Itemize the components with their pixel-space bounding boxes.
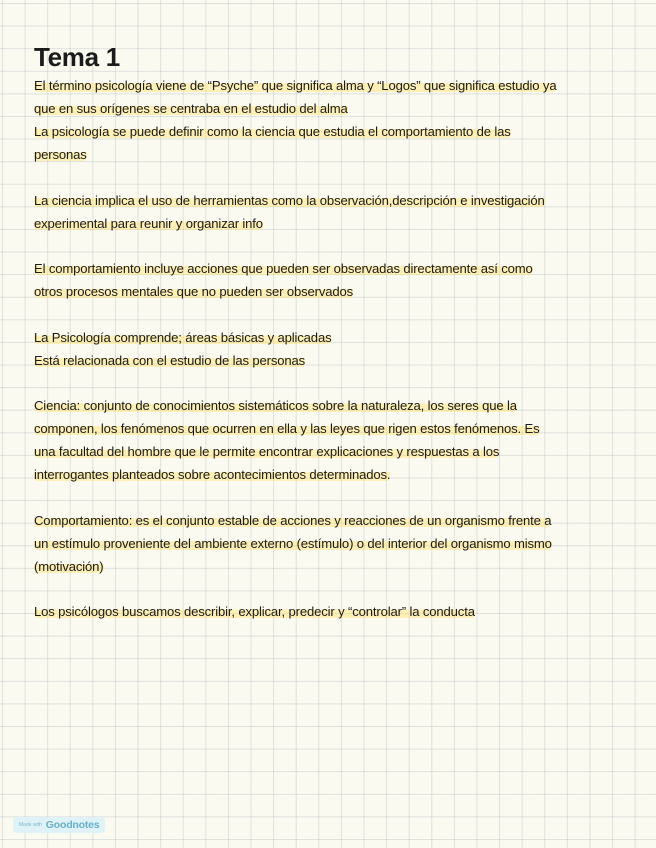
text-line: La Psicología comprende; áreas básicas y aplicadas — [34, 329, 332, 345]
text-line: Está relacionada con el estudio de las personas — [34, 352, 306, 368]
text-line: personas — [34, 147, 87, 162]
text-line: El término psicología viene de “Psyche” que significa alma y “Logos” que significa estudio ya — [34, 78, 557, 93]
text-line: La ciencia implica el uso de herramientas como la observación,descripción e investigación — [34, 192, 545, 208]
text-line: componen, los fenómenos que ocurren en ella y las leyes que rigen estos fenómenos. Es — [34, 421, 540, 436]
text-line: El comportamiento incluye acciones que pueden ser observadas directamente así como — [34, 261, 533, 276]
text-line: otros procesos mentales que no pueden ser observados — [34, 284, 354, 299]
text-line: experimental para reunir y organizar info — [34, 215, 263, 231]
paragraph-behavior — [34, 257, 634, 303]
badge-brand: Goodnotes — [45, 819, 100, 831]
text-line: La psicología se puede definir como la ciencia que estudia el comportamiento de las — [34, 124, 511, 139]
paragraph-psychology-areas — [34, 326, 634, 372]
text-line: Comportamiento: es el conjunto estable de acciones y reacciones de un organismo frente a — [34, 512, 552, 528]
text-line: Ciencia: conjunto de conocimientos sistemáticos sobre la naturaleza, los seres que la — [34, 398, 517, 413]
note-page — [34, 40, 634, 623]
paragraph-science-definition — [34, 394, 634, 486]
paragraph-behavior-definition — [34, 509, 634, 578]
paragraph-psychology-origin — [34, 74, 634, 166]
page-title: Tema 1 — [34, 42, 120, 72]
text-line: que en sus orígenes se centraba en el estudio del alma — [34, 101, 348, 116]
text-line: (motivación) — [34, 558, 104, 574]
paragraph-science-tools — [34, 189, 634, 235]
text-line: Los psicólogos buscamos describir, explicar, predecir y “controlar” la conducta — [34, 604, 475, 619]
text-line: interrogantes planteados sobre acontecimientos determinados. — [34, 467, 391, 482]
text-line: una facultad del hombre que le permite encontrar explicaciones y respuestas a los — [34, 444, 500, 459]
paragraph-psychologists-goals — [34, 600, 634, 623]
text-line: un estímulo proveniente del ambiente externo (estímulo) o del interior del organismo mismo — [34, 535, 552, 551]
badge-made-with: Made with — [19, 822, 42, 828]
goodnotes-badge — [13, 817, 105, 833]
